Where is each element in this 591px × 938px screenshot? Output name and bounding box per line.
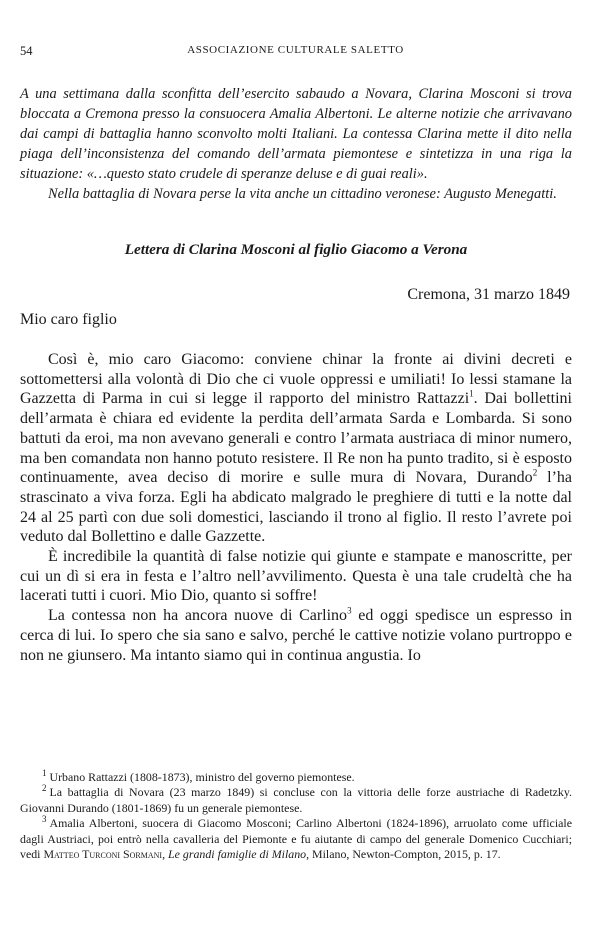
page-header [20, 44, 571, 60]
letter-title: Lettera di Clarina Mosconi al figlio Giacomo a Verona [124, 241, 468, 258]
page-number: 54 [20, 44, 33, 58]
footnote-book-title: Le grandi famiglie di Milano [168, 847, 307, 862]
footnote-number: 1 [42, 768, 47, 779]
intro-paragraph: A una settimana dalla sconfitta dell’esercito sabaudo a Novara, Clarina Mosconi si trova bloccata a Cremona presso la consuocera Amalia Albertoni. Le alterne notizie che arrivavano dai campi di battaglia hanno sconvolto molti Italiani. La contessa Clarina mette il dito nella piaga dell’inconsistenza del comando dell’armata piemontese e sintetizza in una riga la situazione: «…questo stato crudele di speranze deluse e di guai reali». [20, 86, 572, 182]
footnote-number: 3 [42, 814, 47, 825]
footnote-author: Matteo Turconi Sormani [43, 847, 163, 862]
footnote-text: La battaglia di Novara (23 marzo 1849) si concluse con la vittoria delle forze austriache di Radetzky. Giovanni Durando (1801-1869) fu un generale piemontese. [20, 785, 572, 815]
running-head: ASSOCIAZIONE CULTURALE SALETTO [187, 44, 404, 56]
footnote-text: Urbano Rattazzi (1808-1873), ministro del governo piemontese. [49, 770, 355, 784]
letter-body [20, 350, 572, 665]
text-run: . Dai bollettini dell’armata è chiara ed evidente la perdita dell’armata Sarda e Lombarda. Si sono battuti da eroi, ma non avevano generali e contro l’armata austriaca di minor numero, ma ben comandata non hanno potuto resistere. Il Re non ha punto tradito, si è esposto continuamente, avea deciso di morire e sulle mura di Novara, Durando [20, 390, 572, 487]
letter-paragraph [20, 606, 572, 665]
text-run: ed oggi spedisce un espresso in cerca di lui. Io spero che sia sano e salvo, perché le cattive notizie volano purtroppo e non ne giunsero. Ma intanto siamo qui in continua angustia. Io [20, 607, 572, 664]
footnote [20, 770, 572, 785]
text-run: l’ha strascinato a viva forza. Egli ha abdicato malgrado le preghiere di tutti e la notte dal 24 al 25 partì con due soli domestici, lasciando il trono al figlio. Il resto l’avrete poi veduto dal Bollettino e dalle Gazzette. [20, 469, 573, 546]
footnote [20, 816, 572, 862]
letter-salutation: Mio caro figlio [20, 311, 117, 328]
footnote-text: , Milano, Newton-Compton, 2015, p. 17. [306, 847, 501, 862]
footnote [20, 785, 572, 816]
footnote-number: 2 [42, 783, 47, 794]
footnote-separator: , [162, 847, 169, 862]
footnote-ref: 2 [532, 467, 538, 478]
intro-paragraph: Nella battaglia di Novara perse la vita anche un cittadino veronese: Augusto Menegatti. [48, 186, 557, 202]
text-run: La contessa non ha ancora nuove di Carlino [48, 607, 348, 625]
letter-paragraph [20, 350, 572, 547]
footnote-ref: 1 [469, 389, 474, 400]
footnote-text: Amalia Albertoni, suocera di Giacomo Mosconi; Carlino Albertoni (1824-1896), arruolato come ufficiale dagli Austriaci, poi entrò nella cavalleria del Piemonte e fu aiutante di campo del generale Domenico Cucchiari; vedi [20, 816, 572, 862]
footnote-ref: 3 [347, 605, 352, 616]
text-run: Così è, mio caro Giacomo: conviene chinar la fronte ai divini decreti e sottomettersi alla volontà di Dio che ci vuole oppressi e umiliati! Io lessi stamane la Gazzetta di Parma in cui si legge il rapporto del ministro Rattazzi [20, 351, 572, 408]
introduction [20, 84, 572, 204]
footnotes [20, 770, 572, 862]
letter-paragraph: È incredibile la quantità di false notizie qui giunte e stampate e manoscritte, per cui un dì si era in festa e l’altro nell’avvilimento. Questa è una tale crudeltà che ha lacerati tutti i cuori. Mio Dio, quanto si soffre! [20, 548, 572, 605]
letter-date: Cremona, 31 marzo 1849 [407, 286, 570, 303]
